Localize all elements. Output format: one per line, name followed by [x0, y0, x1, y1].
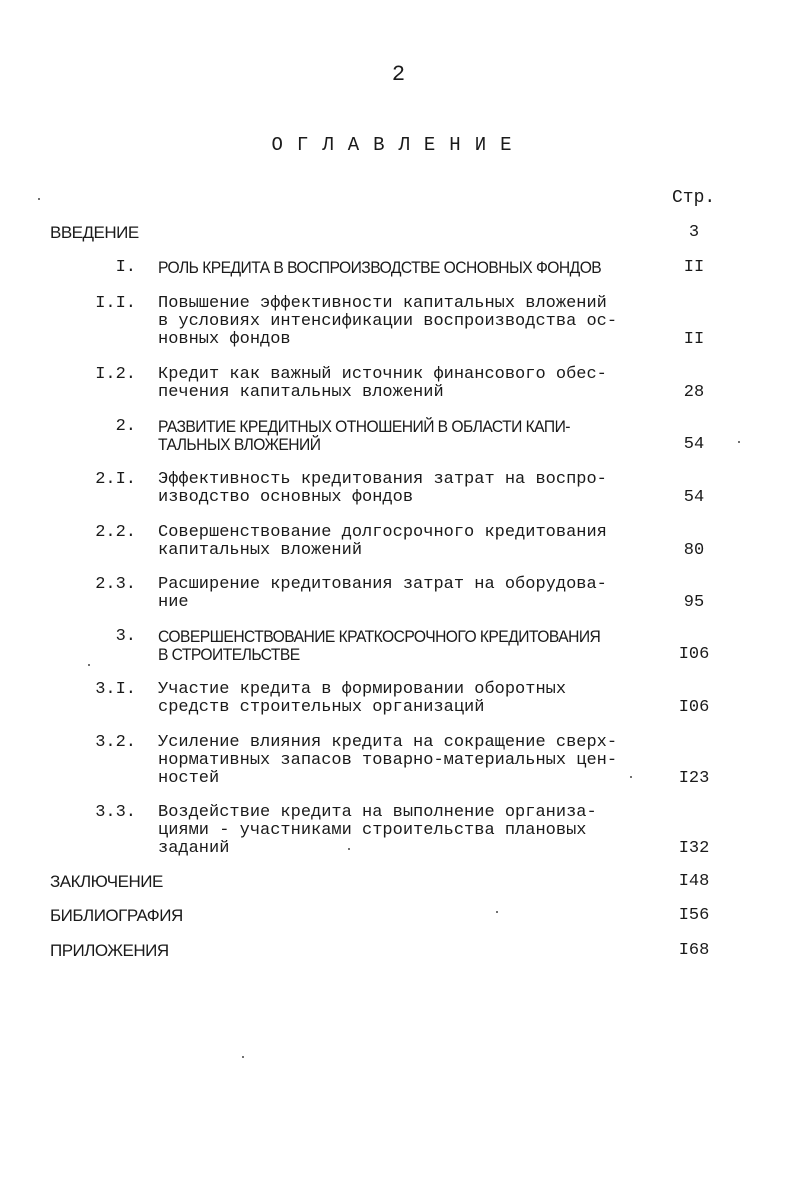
page-column-header: Стр. [672, 188, 716, 208]
entry-text: Эффективность кредитования затрат на воспро- изводство основных фондов [158, 470, 607, 507]
scan-speck [630, 776, 632, 778]
entry-page: II [683, 258, 705, 277]
entry-page: I48 [678, 872, 710, 891]
entry-number: 2. [115, 417, 136, 436]
scan-speck [88, 664, 90, 666]
entry-text: СОВЕРШЕНСТВОВАНИЕ КРАТКОСРОЧНОГО КРЕДИТОВАНИЯ В СТРОИТЕЛЬСТВЕ [158, 627, 601, 664]
entry-text: Участие кредита в формировании оборотных средств строительных организаций [158, 680, 567, 717]
scan-speck [738, 441, 740, 443]
entry-number: 2.3. [95, 575, 136, 594]
entry-page: I23 [678, 769, 710, 788]
entry-number: 3.I. [95, 680, 136, 699]
scan-speck [242, 1056, 244, 1058]
entry-text: Кредит как важный источник финансового обес- печения капитальных вложений [158, 365, 607, 402]
entry-text: Расширение кредитования затрат на оборудова- ние [158, 575, 607, 612]
entry-text: РОЛЬ КРЕДИТА В ВОСПРОИЗВОДСТВЕ ОСНОВНЫХ ФОНДОВ [158, 258, 602, 277]
entry-number: 3. [115, 627, 136, 646]
toc-title: ОГЛАВЛЕНИЕ [271, 134, 526, 156]
entry-page: 54 [683, 435, 705, 454]
page-number: 2 [391, 62, 406, 87]
entry-number: 2.I. [95, 470, 136, 489]
entry-page: 28 [683, 383, 705, 402]
entry-page: 95 [683, 593, 705, 612]
entry-number: 2.2. [95, 523, 136, 542]
entry-text: ВВЕДЕНИЕ [50, 223, 139, 242]
entry-number: I.2. [95, 365, 136, 384]
entry-page: II [683, 330, 705, 349]
scan-speck [38, 198, 40, 200]
scan-speck [496, 911, 498, 913]
entry-number: 3.3. [95, 803, 136, 822]
entry-page: I06 [678, 645, 710, 664]
entry-page: 3 [688, 223, 700, 242]
entry-page: 54 [683, 488, 705, 507]
entry-text: Повышение эффективности капитальных вложений в условиях интенсификации воспроизводства ос- новных фондов [158, 294, 618, 349]
entry-number: I.I. [95, 294, 136, 313]
entry-text: Воздействие кредита на выполнение организа- циями - участниками строительства плановых заданий [158, 803, 597, 858]
entry-page: 80 [683, 541, 705, 560]
entry-number: 3.2. [95, 733, 136, 752]
entry-text: Совершенствование долгосрочного кредитования капитальных вложений [158, 523, 607, 560]
scan-speck [348, 848, 350, 850]
entry-text: РАЗВИТИЕ КРЕДИТНЫХ ОТНОШЕНИЙ В ОБЛАСТИ КАПИ- ТАЛЬНЫХ ВЛОЖЕНИЙ [158, 417, 570, 454]
entry-text: Усиление влияния кредита на сокращение сверх- нормативных запасов товарно-материальных цен- ностей [158, 733, 618, 788]
entry-page: I32 [678, 839, 710, 858]
entry-text: ЗАКЛЮЧЕНИЕ [50, 872, 163, 891]
entry-page: I56 [678, 906, 710, 925]
entry-text: ПРИЛОЖЕНИЯ [50, 941, 169, 960]
entry-page: I68 [678, 941, 710, 960]
entry-number: I. [115, 258, 136, 277]
entry-page: I06 [678, 698, 710, 717]
entry-text: БИБЛИОГРАФИЯ [50, 906, 183, 925]
